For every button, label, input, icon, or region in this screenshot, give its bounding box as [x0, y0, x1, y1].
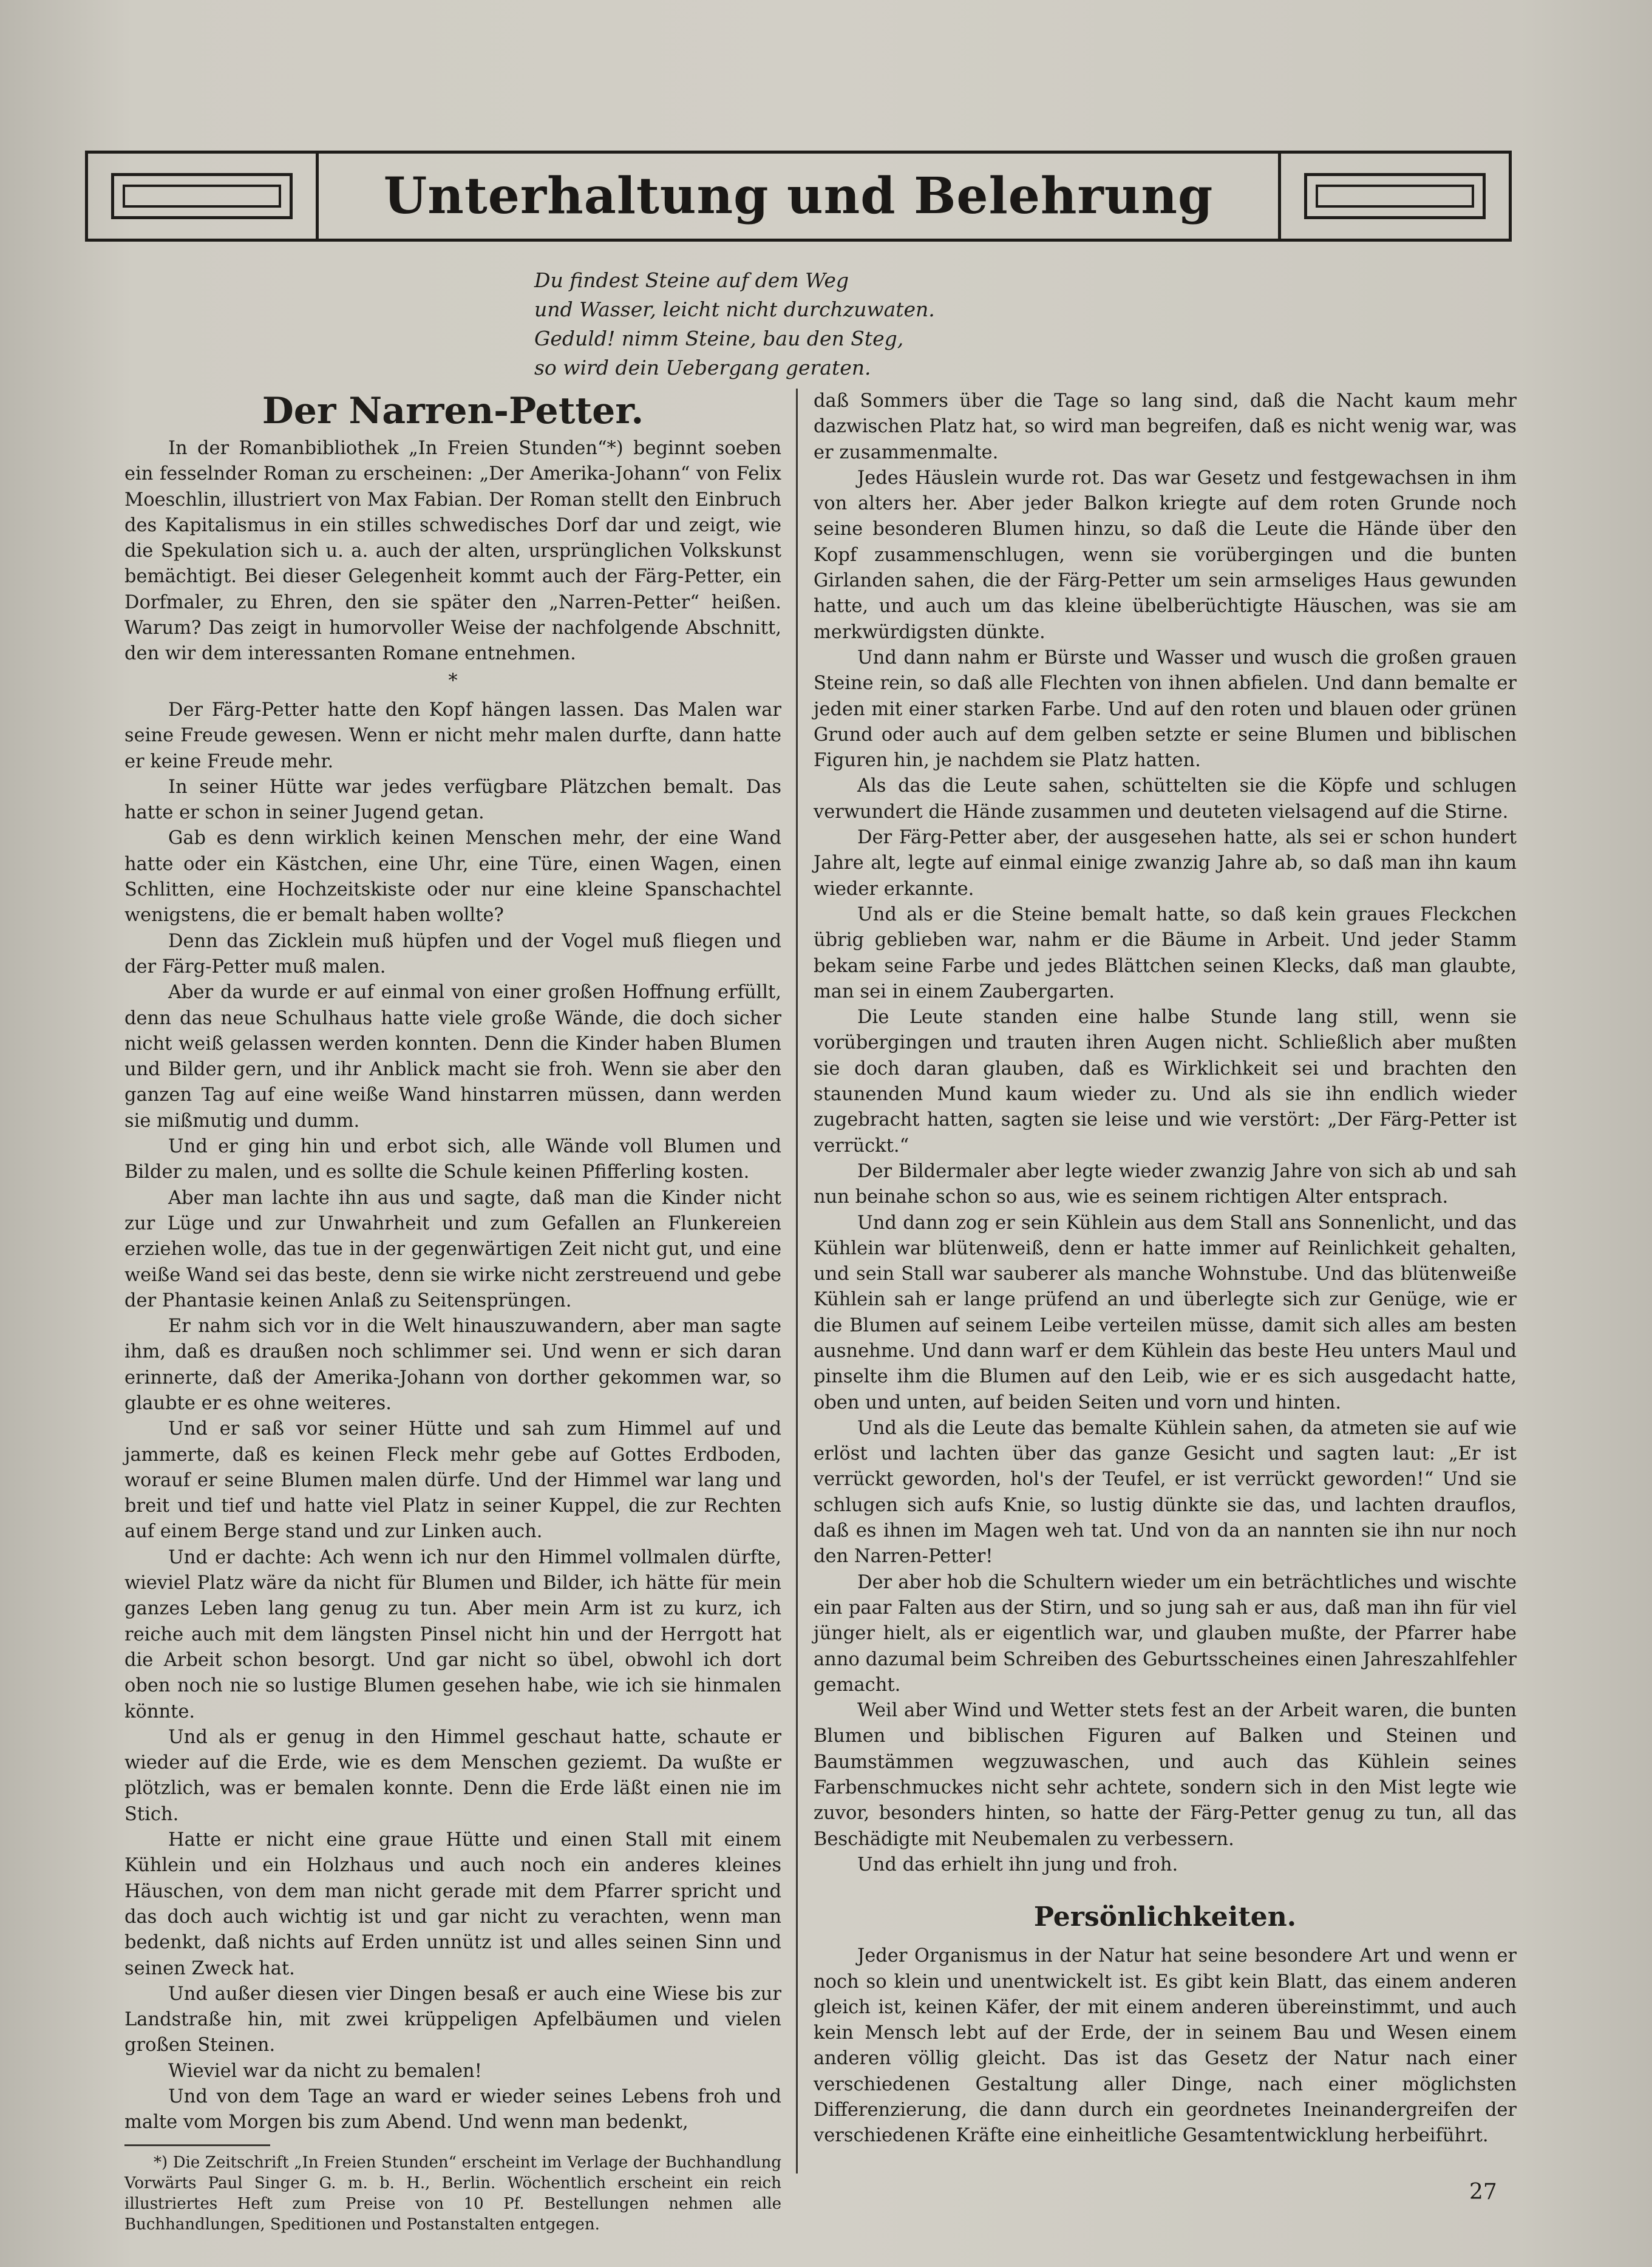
motto-line: Du findest Steine auf dem Weg: [534, 268, 849, 292]
paragraph: Und als er genug in den Himmel geschaut hatte, schaute er wieder auf die Erde, wie es dem Menschen geziemt. Da wußte er plötzlich, was er bemalen konnte. Denn die Erde läßt einen nie im Stich.: [124, 1726, 781, 1825]
footnote: [124, 2152, 781, 2235]
paragraph: Und er ging hin und erbot sich, alle Wände voll Blumen und Bilder zu malen, und es sollte die Schule keinen Pfifferling kosten.: [124, 1136, 781, 1183]
article-title: Der Narren-Petter.: [262, 390, 644, 432]
paragraph: Denn das Zicklein muß hüpfen und der Vogel muß fliegen und der Färg-Petter muß malen.: [124, 930, 781, 977]
paragraph: Er nahm sich vor in die Welt hinauszuwandern, aber man sagte ihm, daß es draußen noch schlimmer sei. Und wenn er sich daran erinnerte, daß der Amerika-Johann von dorther gekommen war, so glaubte er es ohne weiteres.: [124, 1316, 781, 1414]
motto-line: Geduld! nimm Steine, bau den Steg,: [534, 327, 904, 350]
paragraph: Und er saß vor seiner Hütte und sah zum Himmel auf und jammerte, daß es keinen Fleck mehr gebe auf Gottes Erdboden, worauf er seine Blumen malen dürfe. Und der Himmel war lang und breit und tief und hatte viel Platz in seiner Kuppel, die zur Rechten auf einem Berge stand und zur Linken auch.: [124, 1418, 781, 1543]
motto-line: und Wasser, leicht nicht durchzuwaten.: [534, 297, 935, 321]
section-separator: *: [448, 670, 458, 692]
paragraph: Als das die Leute sahen, schüttelten sie die Köpfe und schlugen verwundert die Hände zusammen und deuteten vielsagend auf die Stirne.: [814, 775, 1517, 823]
paragraph: Und als die Leute das bemalte Kühlein sahen, da atmeten sie auf wie erlöst und lachten über das ganze Gesicht und sagten laut: „Er ist verrückt geworden, hol's der Teufel, er ist verrückt geworden!“ Und sie schlugen sich aufs Knie, so lustig dünkte sie das, und lachten drauflos, daß es ihnen im Magen weh tat. Und von da an nannten sie ihn nur noch den Narren-Petter!: [814, 1417, 1517, 1568]
footnote-text: *) Die Zeitschrift „In Freien Stunden“ erscheint im Verlage der Buchhandlung Vorwärts Paul Singer G. m. b. H., Berlin. Wöchentlich erscheint ein reich illustriertes Heft zum Preise von 10 Pf. Bestellungen nehmen alle Buchhandlungen, Speditionen und Postanstalten entgegen.: [124, 2153, 781, 2234]
article-continuation: daß Sommers über die Tage so lang sind, daß die Nacht kaum mehr dazwischen Platz hat, so wird man begreifen, daß es nicht wenig war, was er zusammenmalte.: [814, 390, 1517, 463]
paragraph: Und das erhielt ihn jung und froh.: [857, 1854, 1178, 1875]
paragraph: Und außer diesen vier Dingen besaß er auch eine Wiese bis zur Landstraße hin, mit zwei krüppeligen Apfelbäumen und vielen großen Steinen.: [124, 1983, 781, 2056]
paragraph: Der Färg-Petter hatte den Kopf hängen lassen. Das Malen war seine Freude gewesen. Wenn er nicht mehr malen durfte, dann hatte er keine Freude mehr.: [124, 699, 781, 772]
section-title: Unterhaltung und Belehrung: [383, 167, 1214, 225]
right-column: [814, 389, 1517, 2149]
column-divider: [796, 389, 798, 2174]
paragraph: Und dann zog er sein Kühlein aus dem Stall ans Sonnenlicht, und das Kühlein war blütenweiß, denn er hatte immer auf Reinlichkeit gehalten, und sein Stall war sauberer als manche Wohnstube. Und das blütenweiße Kühlein sah er lange prüfend an und überlegte sich zur Genüge, wie er die Blumen auf seinem Leibe verteilen müsse, damit sich alles am besten ausnehme. Und dann warf er dem Kühlein das beste Heu unters Maul und pinselte ihm die Blumen auf den Leib, wie er es sich ausgedacht hatte, oben und unten, auf beiden Seiten und vorn und hinten.: [814, 1212, 1517, 1413]
masthead-ornament-right: [1278, 154, 1509, 239]
section2-text: Jeder Organismus in der Natur hat seine besondere Art und wenn er noch so klein und unentwickelt ist. Es gibt kein Blatt, das einem anderen gleich ist, keinen Käfer, der mit einem anderen übereinstimmt, und auch kein Mensch lebt auf der Erde, der in seinem Bau und Wesen einem anderen völlig gleicht. Das ist das Gesetz der Natur nach einer verschiedenen Gestaltung aller Dinge, nach einer möglichsten Differenzierung, die dann durch ein geordnetes Ineinandergreifen der verschiedenen Kräfte eine einheitliche Gesamtentwicklung herbeiführt.: [814, 1945, 1517, 2147]
section-masthead: [85, 151, 1512, 242]
paragraph: In seiner Hütte war jedes verfügbare Plätzchen bemalt. Das hatte er schon in seiner Jugend getan.: [124, 776, 781, 824]
page-number: 27: [1469, 2180, 1497, 2204]
paragraph: Der aber hob die Schultern wieder um ein beträchtliches und wischte ein paar Falten aus der Stirn, und so jung sah er aus, daß man ihn für viel jünger hielt, als er eigentlich war, und glauben mußte, der Pfarrer habe anno dazumal beim Schreiben des Geburtsscheines einen Jahreszahlfehler gemacht.: [814, 1571, 1517, 1696]
paragraph: Und von dem Tage an ward er wieder seines Lebens froh und malte vom Morgen bis zum Abend. Und wenn man bedenkt,: [124, 2086, 781, 2133]
section2-title: Persönlichkeiten.: [1033, 1902, 1297, 1933]
motto-verse: [534, 266, 1081, 382]
paragraph: Jedes Häuslein wurde rot. Das war Gesetz und festgewachsen in ihm von alters her. Aber jeder Balkon kriegte auf dem roten Grunde noch seine besonderen Blumen hinzu, so daß die Leute die Hände über den Kopf zusammenschlugen, wenn sie vorübergingen und die bunten Girlanden sahen, die der Färg-Petter um sein armseliges Haus gewunden hatte, und auch um das kleine übelberüchtigte Häuschen, was sie am merkwürdigsten dünkte.: [814, 467, 1517, 643]
paragraph: Und als er die Steine bemalt hatte, so daß kein graues Fleckchen übrig geblieben war, nahm er die Bäume in Arbeit. Und jeder Stamm bekam seine Farbe und jedes Blättchen seinen Klecks, daß man glaubte, man sei in einem Zaubergarten.: [814, 903, 1517, 1002]
paragraph: Gab es denn wirklich keinen Menschen mehr, der eine Wand hatte oder ein Kästchen, eine Uhr, eine Türe, einen Wagen, einen Schlitten, eine Hochzeitskiste oder nur eine kleine Spanschachtel wenigstens, die er bemalt haben wollte?: [124, 828, 781, 926]
article-intro: In der Romanbibliothek „In Freien Stunden“*) beginnt soeben ein fesselnder Roman zu erscheinen: „Der Amerika-Johann“ von Felix Moeschlin, illustriert von Max Fabian. Der Roman stellt den Einbruch des Kapitalismus in ein stilles schwedisches Dorf dar und zeigt, wie die Spekulation sich u. a. auch der alten, ursprünglichen Volkskunst bemächtigt. Bei dieser Gelegenheit kommt auch der Färg-Petter, ein Dorfmaler, zu Ehren, den sie später den „Narren-Petter“ heißen. Warum? Das zeigt in humorvoller Weise der nachfolgende Abschnitt, den wir dem interessanten Romane entnehmen.: [124, 438, 781, 665]
masthead-ornament-left: [88, 154, 319, 239]
footnote-rule: [124, 2144, 270, 2146]
motto-line: so wird dein Uebergang geraten.: [534, 356, 871, 379]
paragraph: Der Bildermaler aber legte wieder zwanzig Jahre von sich ab und sah nun beinahe schon so aus, wie es seinem richtigen Alter entsprach.: [814, 1160, 1517, 1208]
paragraph: Hatte er nicht eine graue Hütte und einen Stall mit einem Kühlein und ein Holzhaus und auch noch ein anderes kleines Häuschen, von dem man nicht gerade mit dem Pfarrer spricht und das doch auch wichtig ist und gar nicht zu verachten, wenn man bedenkt, daß nichts auf Erden unnütz ist und alles seinen Sinn und seinen Zweck hat.: [124, 1829, 781, 1979]
paragraph: Weil aber Wind und Wetter stets fest an der Arbeit waren, die bunten Blumen und biblischen Figuren auf Balken und Steinen und Baumstämmen wegzuwaschen, und auch das Kühlein seines Farbenschmuckes nicht sehr achtete, sondern sich in den Mist legte wie zuvor, besonders hinten, so hatte der Färg-Petter genug zu tun, all das Beschädigte mit Neubemalen zu verbessern.: [814, 1700, 1517, 1850]
left-column: [124, 436, 781, 2235]
paragraph: Aber man lachte ihn aus und sagte, daß man die Kinder nicht zur Lüge und zur Unwahrheit und zum Gefallen an Flunkereien erziehen wolle, das tue in der gegenwärtigen Zeit nicht gut, und eine weiße Wand sei das beste, denn sie wirke nicht zerstreuend und gebe der Phantasie keinen Anlaß zu Seitensprüngen.: [124, 1187, 781, 1311]
paragraph: Der Färg-Petter aber, der ausgesehen hatte, als sei er schon hundert Jahre alt, legte auf einmal einige zwanzig Jahre ab, so daß man ihn kaum wieder erkannte.: [814, 827, 1517, 900]
paragraph: Aber da wurde er auf einmal von einer großen Hoffnung erfüllt, denn das neue Schulhaus hatte viele große Wände, die doch sicher nicht weiß gelassen werden konnten. Denn die Kinder haben Blumen und Bilder gern, und ihr Anblick macht sie froh. Wenn sie aber den ganzen Tag auf eine weiße Wand hinstarren müssen, dann werden sie mißmutig und dumm.: [124, 982, 781, 1132]
paragraph: Und er dachte: Ach wenn ich nur den Himmel vollmalen dürfte, wieviel Platz wäre da nicht für Blumen und Bilder, ich hätte für mein ganzes Leben lang genug zu tun. Aber mein Arm ist zu kurz, ich reiche auch mit dem längsten Pinsel nicht hin und der Herrgott hat die Arbeit schon besorgt. Und gar nicht so übel, obwohl ich dort oben noch nie so lustige Blumen gesehen habe, wie ich sie hinmalen könnte.: [124, 1546, 781, 1722]
paragraph: Und dann nahm er Bürste und Wasser und wusch die großen grauen Steine rein, so daß alle Flechten von ihnen abfielen. Und dann bemalte er jeden mit einer starken Farbe. Und auf den roten und blauen oder grünen Grund oder auch auf dem gelben setzte er seine Blumen und biblischen Figuren hin, je nachdem sie Platz hatten.: [814, 647, 1517, 772]
paragraph: Wieviel war da nicht zu bemalen!: [168, 2060, 482, 2082]
paragraph: Die Leute standen eine halbe Stunde lang still, wenn sie vorübergingen und trauten ihren Augen nicht. Schließlich aber mußten sie doch daran glauben, daß es Wirklichkeit sei und brachten den staunenden Mund kaum wieder zu. Und als sie ihn endlich wieder zugebracht hatten, sagten sie leise und wie verstört: „Der Färg-Petter ist verrückt.“: [814, 1007, 1517, 1157]
